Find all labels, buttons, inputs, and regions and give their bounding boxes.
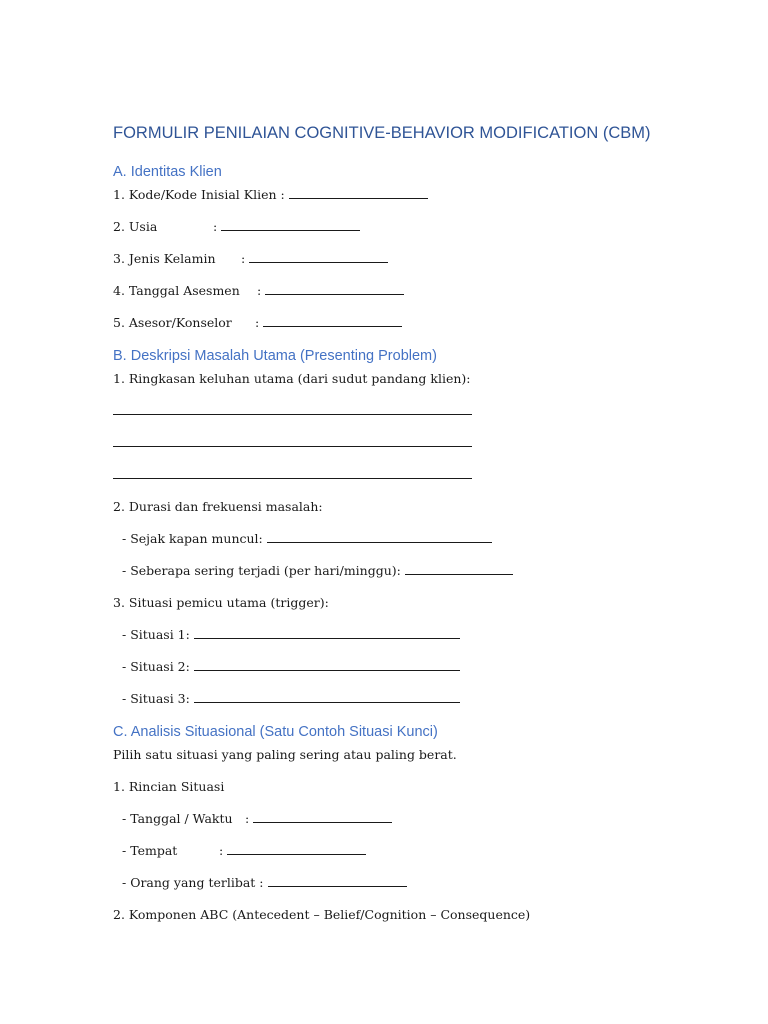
situation-2-label: - Situasi 2:	[122, 659, 190, 674]
since-when-field	[122, 531, 492, 547]
place-label: - Tempat	[122, 843, 178, 858]
situation-2-blank[interactable]	[194, 659, 460, 671]
date-time-label: - Tanggal / Waktu	[122, 811, 233, 826]
people-involved-blank[interactable]	[268, 875, 407, 887]
gender-label: 3. Jenis Kelamin	[113, 251, 216, 266]
situation-3-label: - Situasi 3:	[122, 691, 190, 706]
client-code-blank[interactable]	[289, 187, 428, 199]
age-blank[interactable]	[221, 219, 360, 231]
section-b-heading: B. Deskripsi Masalah Utama (Presenting Problem)	[113, 348, 437, 364]
assessment-date-field: 4. Tanggal Asesmen :	[113, 283, 404, 299]
assessment-date-blank[interactable]	[265, 283, 404, 295]
situation-3-blank[interactable]	[194, 691, 460, 703]
date-time-field: - Tanggal / Waktu :	[122, 811, 392, 827]
counselor-label: 5. Asesor/Konselor	[113, 315, 232, 330]
trigger-question: 3. Situasi pemicu utama (trigger):	[113, 595, 329, 610]
duration-question: 2. Durasi dan frekuensi masalah:	[113, 499, 323, 514]
situation-detail-question: 1. Rincian Situasi	[113, 779, 225, 794]
gender-blank[interactable]	[249, 251, 388, 263]
counselor-field: 5. Asesor/Konselor :	[113, 315, 402, 331]
complaint-line-2[interactable]	[113, 446, 472, 447]
age-label: 2. Usia	[113, 219, 158, 234]
client-code-label: 1. Kode/Kode Inisial Klien	[113, 187, 277, 202]
abc-component-question: 2. Komponen ABC (Antecedent – Belief/Cognition – Consequence)	[113, 907, 531, 922]
complaint-line-1[interactable]	[113, 414, 472, 415]
frequency-label: - Seberapa sering terjadi (per hari/minggu):	[122, 563, 401, 578]
situation-3-field	[122, 691, 460, 707]
form-title: FORMULIR PENILAIAN COGNITIVE-BEHAVIOR MODIFICATION (CBM)	[113, 124, 651, 142]
section-c-intro: Pilih satu situasi yang paling sering atau paling berat.	[113, 747, 457, 762]
place-blank[interactable]	[227, 843, 366, 855]
frequency-field	[122, 563, 513, 579]
people-involved-label: - Orang yang terlibat	[122, 875, 256, 890]
place-field: - Tempat :	[122, 843, 366, 859]
client-code-field: 1. Kode/Kode Inisial Klien :	[113, 187, 428, 203]
situation-1-field	[122, 627, 460, 643]
section-a-heading: A. Identitas Klien	[113, 164, 222, 180]
date-time-blank[interactable]	[253, 811, 392, 823]
situation-2-field	[122, 659, 460, 675]
age-field: 2. Usia :	[113, 219, 360, 235]
people-involved-field: - Orang yang terlibat :	[122, 875, 407, 891]
since-when-blank[interactable]	[267, 531, 492, 543]
complaint-line-3[interactable]	[113, 478, 472, 479]
since-when-label: - Sejak kapan muncul:	[122, 531, 263, 546]
section-c-heading: C. Analisis Situasional (Satu Contoh Situasi Kunci)	[113, 724, 438, 740]
situation-1-label: - Situasi 1:	[122, 627, 190, 642]
assessment-date-label: 4. Tanggal Asesmen	[113, 283, 240, 298]
gender-field: 3. Jenis Kelamin :	[113, 251, 388, 267]
complaint-summary-question: 1. Ringkasan keluhan utama (dari sudut pandang klien):	[113, 371, 471, 386]
counselor-blank[interactable]	[263, 315, 402, 327]
frequency-blank[interactable]	[405, 563, 513, 575]
situation-1-blank[interactable]	[194, 627, 460, 639]
